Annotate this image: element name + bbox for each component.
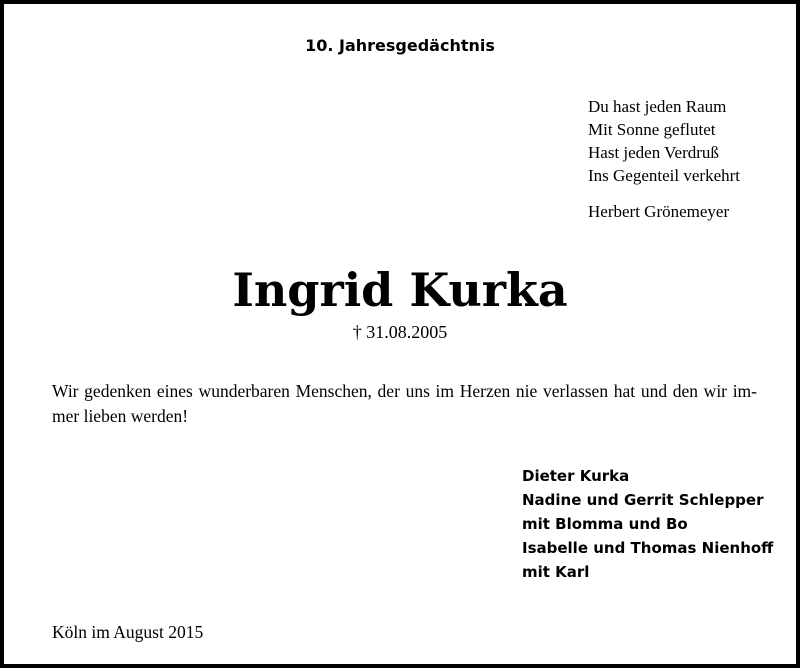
mourner-name: Dieter Kurka bbox=[522, 467, 630, 485]
message-line: mer lieben werden! bbox=[52, 406, 189, 426]
poem-line: Mit Sonne geflutet bbox=[588, 120, 716, 139]
anniversary-title: 10. Jahresgedächtnis bbox=[305, 36, 495, 55]
poem-line: Du hast jeden Raum bbox=[588, 97, 727, 116]
poem-line: Hast jeden Verdruß bbox=[588, 143, 719, 162]
poem-quote bbox=[588, 95, 740, 223]
place-and-date: Köln im August 2015 bbox=[52, 622, 204, 642]
message-line: Wir gedenken eines wunderbaren Menschen, der uns im Herzen nie verlassen hat und den wir im- bbox=[52, 381, 757, 401]
mourner-name: mit Blomma und Bo bbox=[522, 515, 688, 533]
poem-line: Ins Gegenteil verkehrt bbox=[588, 166, 740, 185]
death-date: † 31.08.2005 bbox=[352, 322, 448, 342]
poem-author: Herbert Grönemeyer bbox=[588, 202, 730, 221]
memorial-message bbox=[52, 379, 757, 429]
mourner-name: Nadine und Gerrit Schlepper bbox=[522, 491, 764, 509]
deceased-name: Ingrid Kurka bbox=[232, 263, 568, 317]
mourner-name: Isabelle und Thomas Nienhoff bbox=[522, 539, 774, 557]
mourner-name: mit Karl bbox=[522, 563, 590, 581]
mourners-list bbox=[522, 464, 773, 584]
